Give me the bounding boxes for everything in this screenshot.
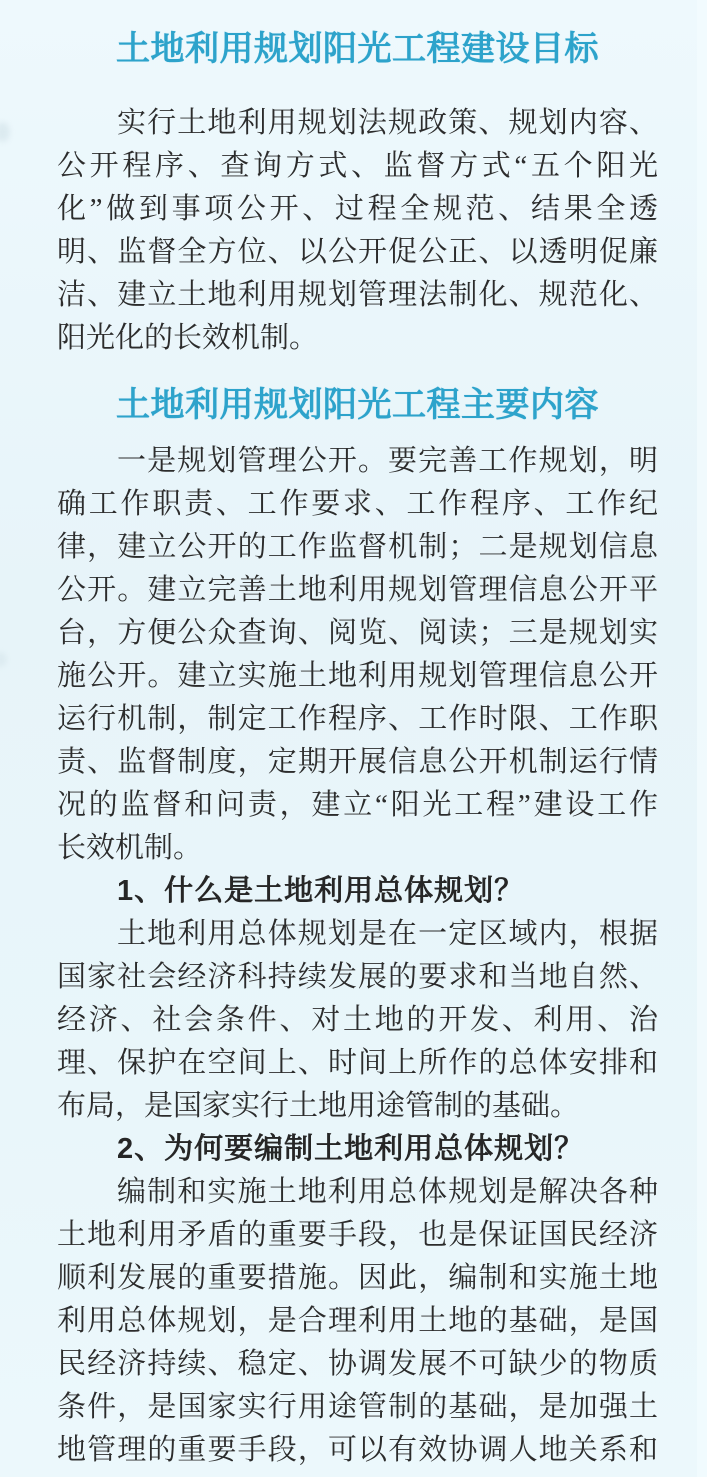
text-line: 运行机制，制定工作程序、工作时限、工作职 [57, 703, 658, 735]
text-line: 布局，是国家实行土地用途管制的基础。 [57, 1090, 580, 1122]
text-line: 地管理的重要手段，可以有效协调人地关系和 [57, 1434, 658, 1466]
section-title-construction-goals: 土地利用规划阳光工程建设目标 [116, 30, 599, 68]
text-line: 阳光化的长效机制。 [57, 322, 319, 354]
paragraph-main-content [57, 440, 658, 870]
text-line: 施公开。建立实施土地利用规划管理信息公开 [57, 660, 658, 692]
text-line: 土地利用矛盾的重要手段，也是保证国民经济 [57, 1219, 658, 1251]
text-line: 责、监督制度，定期开展信息公开机制运行情 [57, 746, 658, 778]
qa1-answer-paragraph [57, 913, 658, 1128]
text-line: 理、保护在空间上、时间上所作的总体安排和 [57, 1047, 658, 1079]
text-line: 洁、建立土地利用规划管理法制化、规范化、 [57, 279, 658, 311]
section-title-main-content: 土地利用规划阳光工程主要内容 [116, 386, 599, 424]
text-line: 化”做到事项公开、过程全规范、结果全透 [57, 193, 658, 225]
text-line: 律，建立公开的工作监督机制；二是规划信息 [57, 531, 658, 563]
text-line: 利用总体规划，是合理利用土地的基础，是国 [57, 1305, 658, 1337]
text-line: 台，方便公众查询、阅览、阅读；三是规划实 [57, 617, 658, 649]
text-line: 编制和实施土地利用总体规划是解决各种 [117, 1176, 658, 1208]
text-line: 况的监督和问责，建立“阳光工程”建设工作 [57, 789, 658, 821]
qa2-answer-paragraph [57, 1171, 658, 1472]
text-line: 实行土地利用规划法规政策、规划内容、 [117, 107, 658, 139]
text-line: 长效机制。 [57, 832, 203, 864]
text-line: 明、监督全方位、以公开促公正、以透明促廉 [57, 236, 658, 268]
text-line: 条件，是国家实行用途管制的基础，是加强土 [57, 1391, 658, 1423]
text-line: 民经济持续、稳定、协调发展不可缺少的物质 [57, 1348, 658, 1380]
qa2-heading: 2、为何要编制土地利用总体规划？ [117, 1133, 585, 1165]
text-line: 土地利用总体规划是在一定区域内，根据 [117, 918, 658, 950]
paragraph-construction-goals [57, 102, 658, 360]
qa1-heading: 1、什么是土地利用总体规划？ [117, 875, 525, 907]
text-line: 顺利发展的重要措施。因此，编制和实施土地 [57, 1262, 658, 1294]
text-line: 一是规划管理公开。要完善工作规划，明 [117, 445, 658, 477]
text-line: 国家社会经济科持续发展的要求和当地自然、 [57, 961, 658, 993]
text-line: 公开程序、查询方式、监督方式“五个阳光 [57, 150, 658, 182]
text-line: 确工作职责、工作要求、工作程序、工作纪 [57, 488, 658, 520]
text-line: 公开。建立完善土地利用规划管理信息公开平 [57, 574, 658, 606]
text-line: 经济、社会条件、对土地的开发、利用、治 [57, 1004, 658, 1036]
